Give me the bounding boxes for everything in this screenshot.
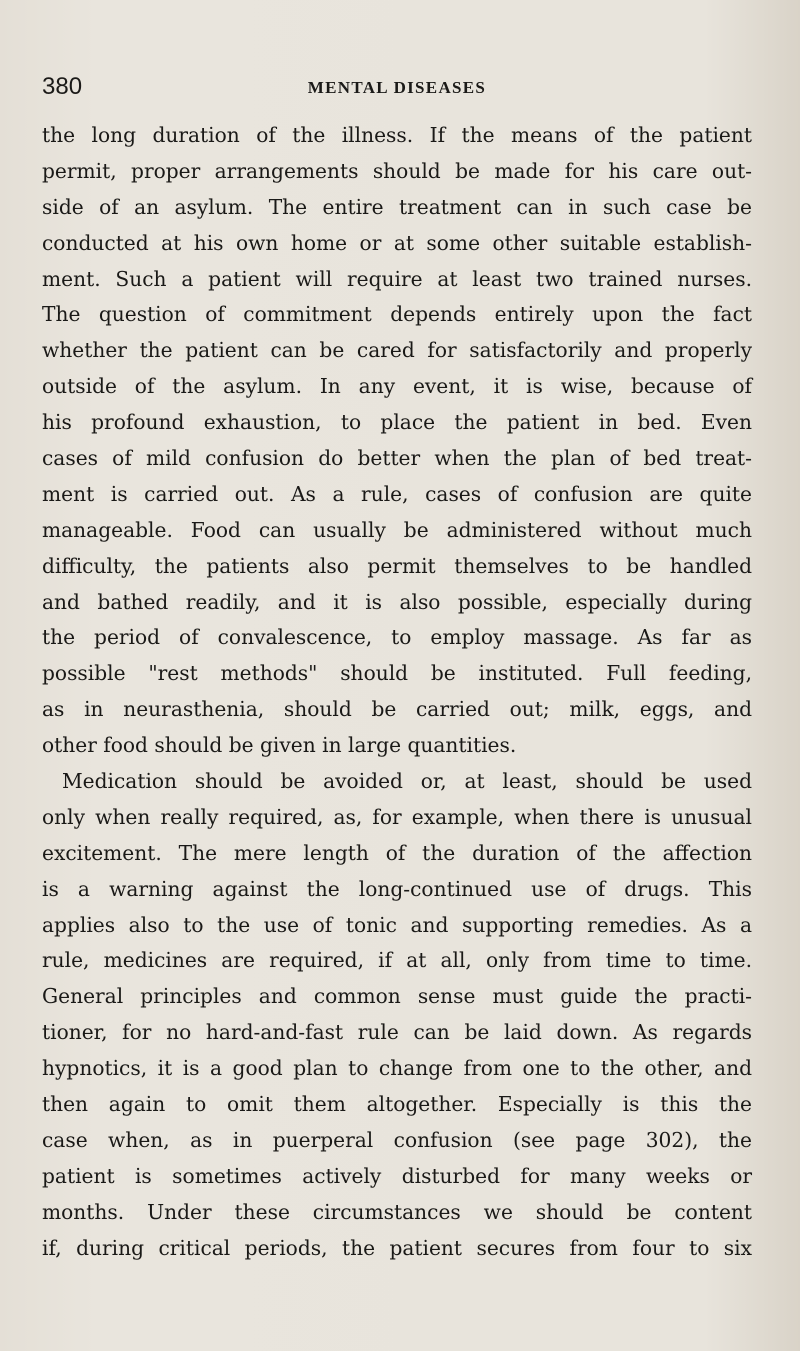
- text-line: manageable. Food can usually be administered without much: [42, 517, 752, 542]
- running-head: [42, 72, 752, 102]
- text-line: tioner, for no hard-and-fast rule can be laid down. As regards: [42, 1020, 752, 1045]
- text-line: whether the patient can be cared for satisfactorily and properly: [42, 338, 752, 363]
- text-line: conducted at his own home or at some other suitable establish-: [42, 230, 752, 255]
- text-line: is a warning against the long-continued use of drugs. This: [42, 876, 752, 901]
- text-line: side of an asylum. The entire treatment can in such case be: [42, 194, 752, 219]
- page-number: 380: [42, 73, 83, 100]
- paragraph-first-line: Medication should be avoided or, at least, should be used: [62, 769, 752, 794]
- text-line: case when, as in puerperal confusion (see page 302), the: [42, 1127, 752, 1152]
- text-line: The question of commitment depends entirely upon the fact: [42, 302, 752, 327]
- text-line: rule, medicines are required, if at all, only from time to time.: [42, 948, 752, 973]
- text-line: months. Under these circumstances we should be content: [42, 1199, 752, 1224]
- text-line: his profound exhaustion, to place the patient in bed. Even: [42, 410, 752, 435]
- text-line: hypnotics, it is a good plan to change from one to the other, and: [42, 1056, 752, 1081]
- body-text: [42, 118, 752, 1267]
- text-line: excitement. The mere length of the duration of the affection: [42, 840, 752, 865]
- text-line: applies also to the use of tonic and supporting remedies. As a: [42, 912, 752, 937]
- text-line: only when really required, as, for example, when there is unusual: [42, 804, 752, 829]
- text-line: permit, proper arrangements should be made for his care out-: [42, 158, 752, 183]
- text-line: if, during critical periods, the patient secures from four to six: [42, 1235, 752, 1260]
- text-line: the long duration of the illness. If the means of the patient: [42, 123, 752, 147]
- paragraph-last-line: other food should be given in large quantities.: [42, 733, 517, 758]
- text-line: as in neurasthenia, should be carried out; milk, eggs, and: [42, 697, 752, 722]
- text-line: General principles and common sense must guide the practi-: [42, 984, 752, 1009]
- text-line: and bathed readily, and it is also possible, especially during: [42, 589, 752, 614]
- text-line: patient is sometimes actively disturbed for many weeks or: [42, 1163, 752, 1188]
- text-line: the period of convalescence, to employ massage. As far as: [42, 625, 752, 650]
- text-line: difficulty, the patients also permit themselves to be handled: [42, 553, 752, 578]
- text-line: cases of mild confusion do better when the plan of bed treat-: [42, 446, 752, 471]
- text-line: then again to omit them altogether. Especially is this the: [42, 1092, 752, 1117]
- text-line: ment is carried out. As a rule, cases of confusion are quite: [42, 481, 752, 506]
- running-title: MENTAL DISEASES: [307, 78, 487, 97]
- text-line: outside of the asylum. In any event, it is wise, because of: [42, 374, 752, 399]
- text-line: possible "rest methods" should be instituted. Full feeding,: [42, 661, 752, 686]
- text-line: ment. Such a patient will require at least two trained nurses.: [42, 266, 752, 291]
